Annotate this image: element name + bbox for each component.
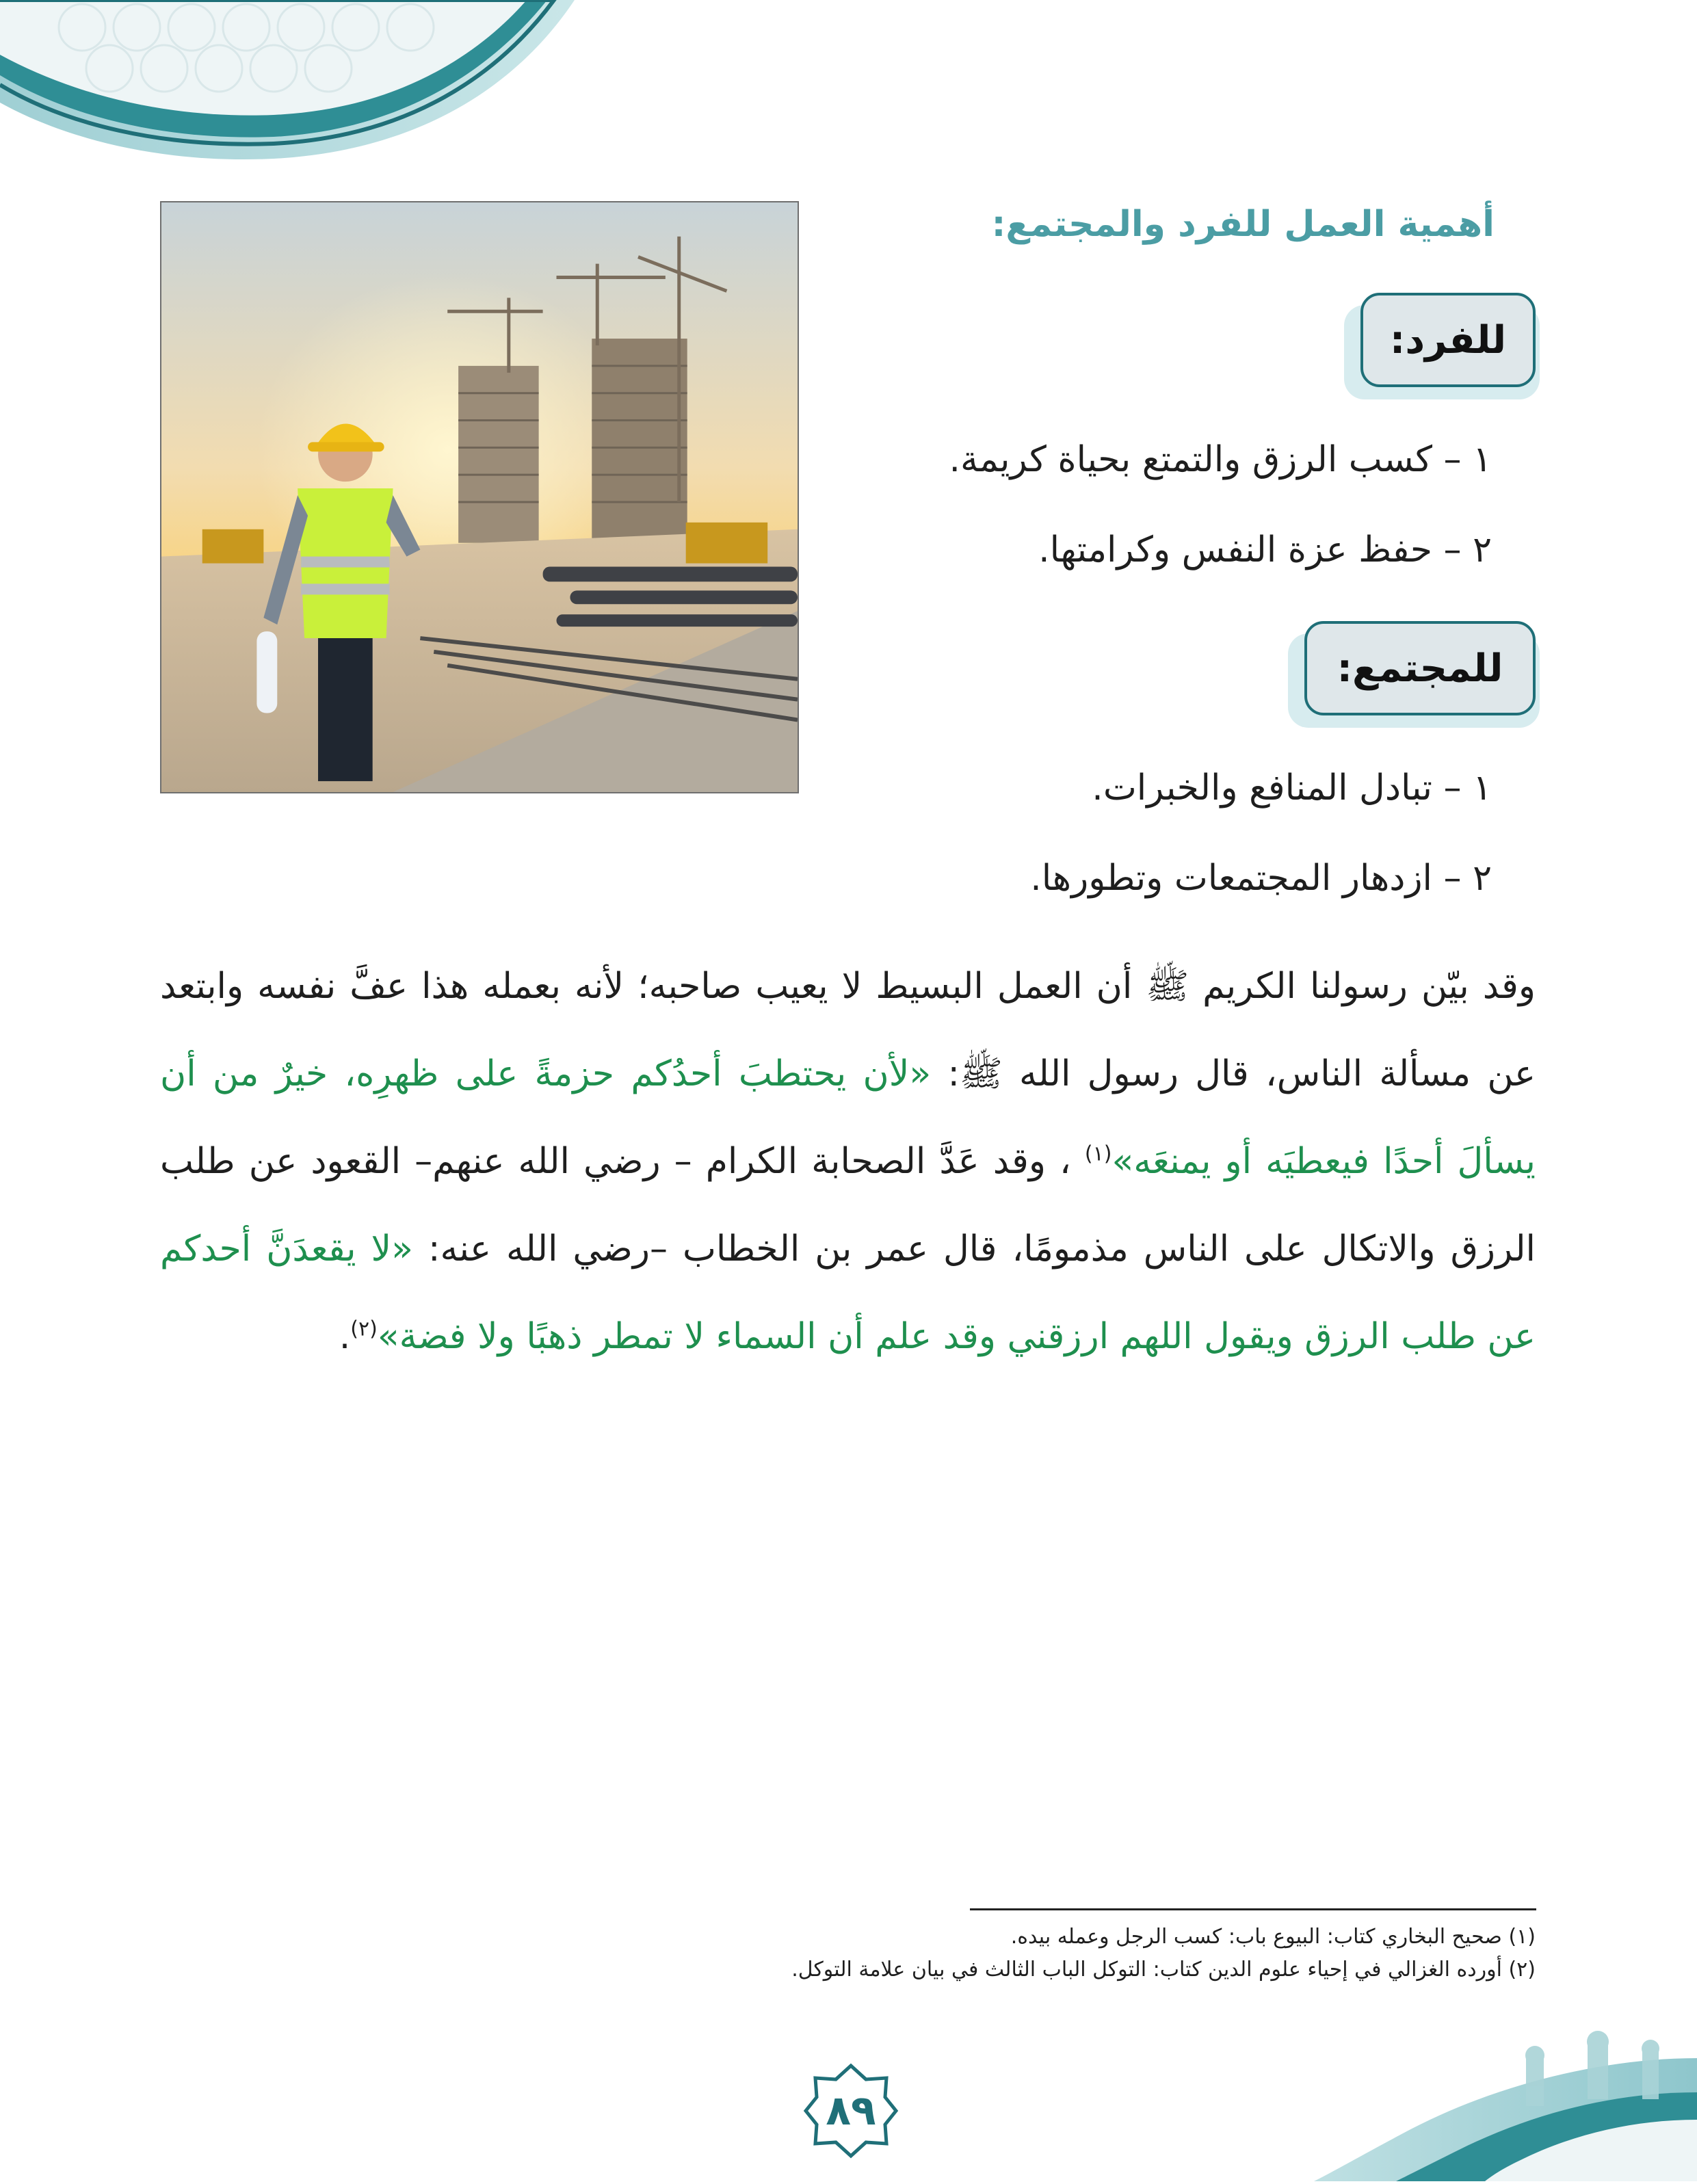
label-box-individual: [1360, 293, 1536, 387]
paragraph-text-3: .: [339, 1316, 351, 1357]
label-individual: للفرد:: [1360, 293, 1536, 387]
page-number: ٨٩: [826, 2087, 876, 2135]
page-number-badge: [803, 2063, 899, 2159]
footnote-divider: [970, 1908, 1536, 1910]
section-heading: أهمية العمل للفرد والمجتمع:: [991, 204, 1495, 245]
footnote-ref-1: (١): [1084, 1142, 1112, 1166]
society-item-1: ١ – تبادل المنافع والخبرات.: [1092, 767, 1492, 808]
footnote-ref-2: (٢): [350, 1317, 378, 1341]
construction-worker-photo: [160, 201, 799, 793]
individual-item-2: ٢ – حفظ عزة النفس وكرامتها.: [1038, 529, 1492, 570]
paragraph-text-1: وقد بيّن رسولنا الكريم ﷺ أن العمل البسيط لا يعيب صاحبه؛ لأنه بعمله هذا عفَّ نفسه وابتعد عن مسألة الناس، قال رسول الله ﷺ:: [160, 966, 1536, 1094]
footnote-2: (٢) أورده الغزالي في إحياء علوم الدين كتاب: التوكل الباب الثالث في بيان علامة التوكل.: [791, 1958, 1536, 1982]
society-item-2: ٢ – ازدهار المجتمعات وتطورها.: [1030, 858, 1492, 899]
omar-quote: «لا يقعدَنَّ أحدكم عن طلب الرزق ويقول اللهم ارزقني وقد علم أن السماء لا تمطر ذهبًا ولا فضة»: [160, 1228, 1536, 1357]
paragraph-text-2: ، وقد عَدَّ الصحابة الكرام – رضي الله عنهم– القعود عن طلب الرزق والاتكال على الناس مذمومًا، قال عمر بن الخطاب –رضي الله عنه:: [160, 1141, 1536, 1269]
body-paragraph: [160, 943, 1536, 1380]
decorative-corner-top: [0, 0, 575, 164]
label-box-society: [1304, 621, 1536, 715]
individual-item-1: ١ – كسب الرزق والتمتع بحياة كريمة.: [949, 439, 1492, 480]
footnote-1: (١) صحيح البخاري كتاب: البيوع باب: كسب الرجل وعمله بيده.: [1010, 1925, 1536, 1949]
hadith-quote: «لأن يحتطبَ أحدُكم حزمةً على ظهرِه، خيرٌ من أن يسألَ أحدًا فيعطيَه أو يمنعَه»: [160, 1053, 1536, 1182]
label-society: للمجتمع:: [1304, 621, 1536, 715]
decorative-corner-bottom: [1232, 2031, 1697, 2181]
